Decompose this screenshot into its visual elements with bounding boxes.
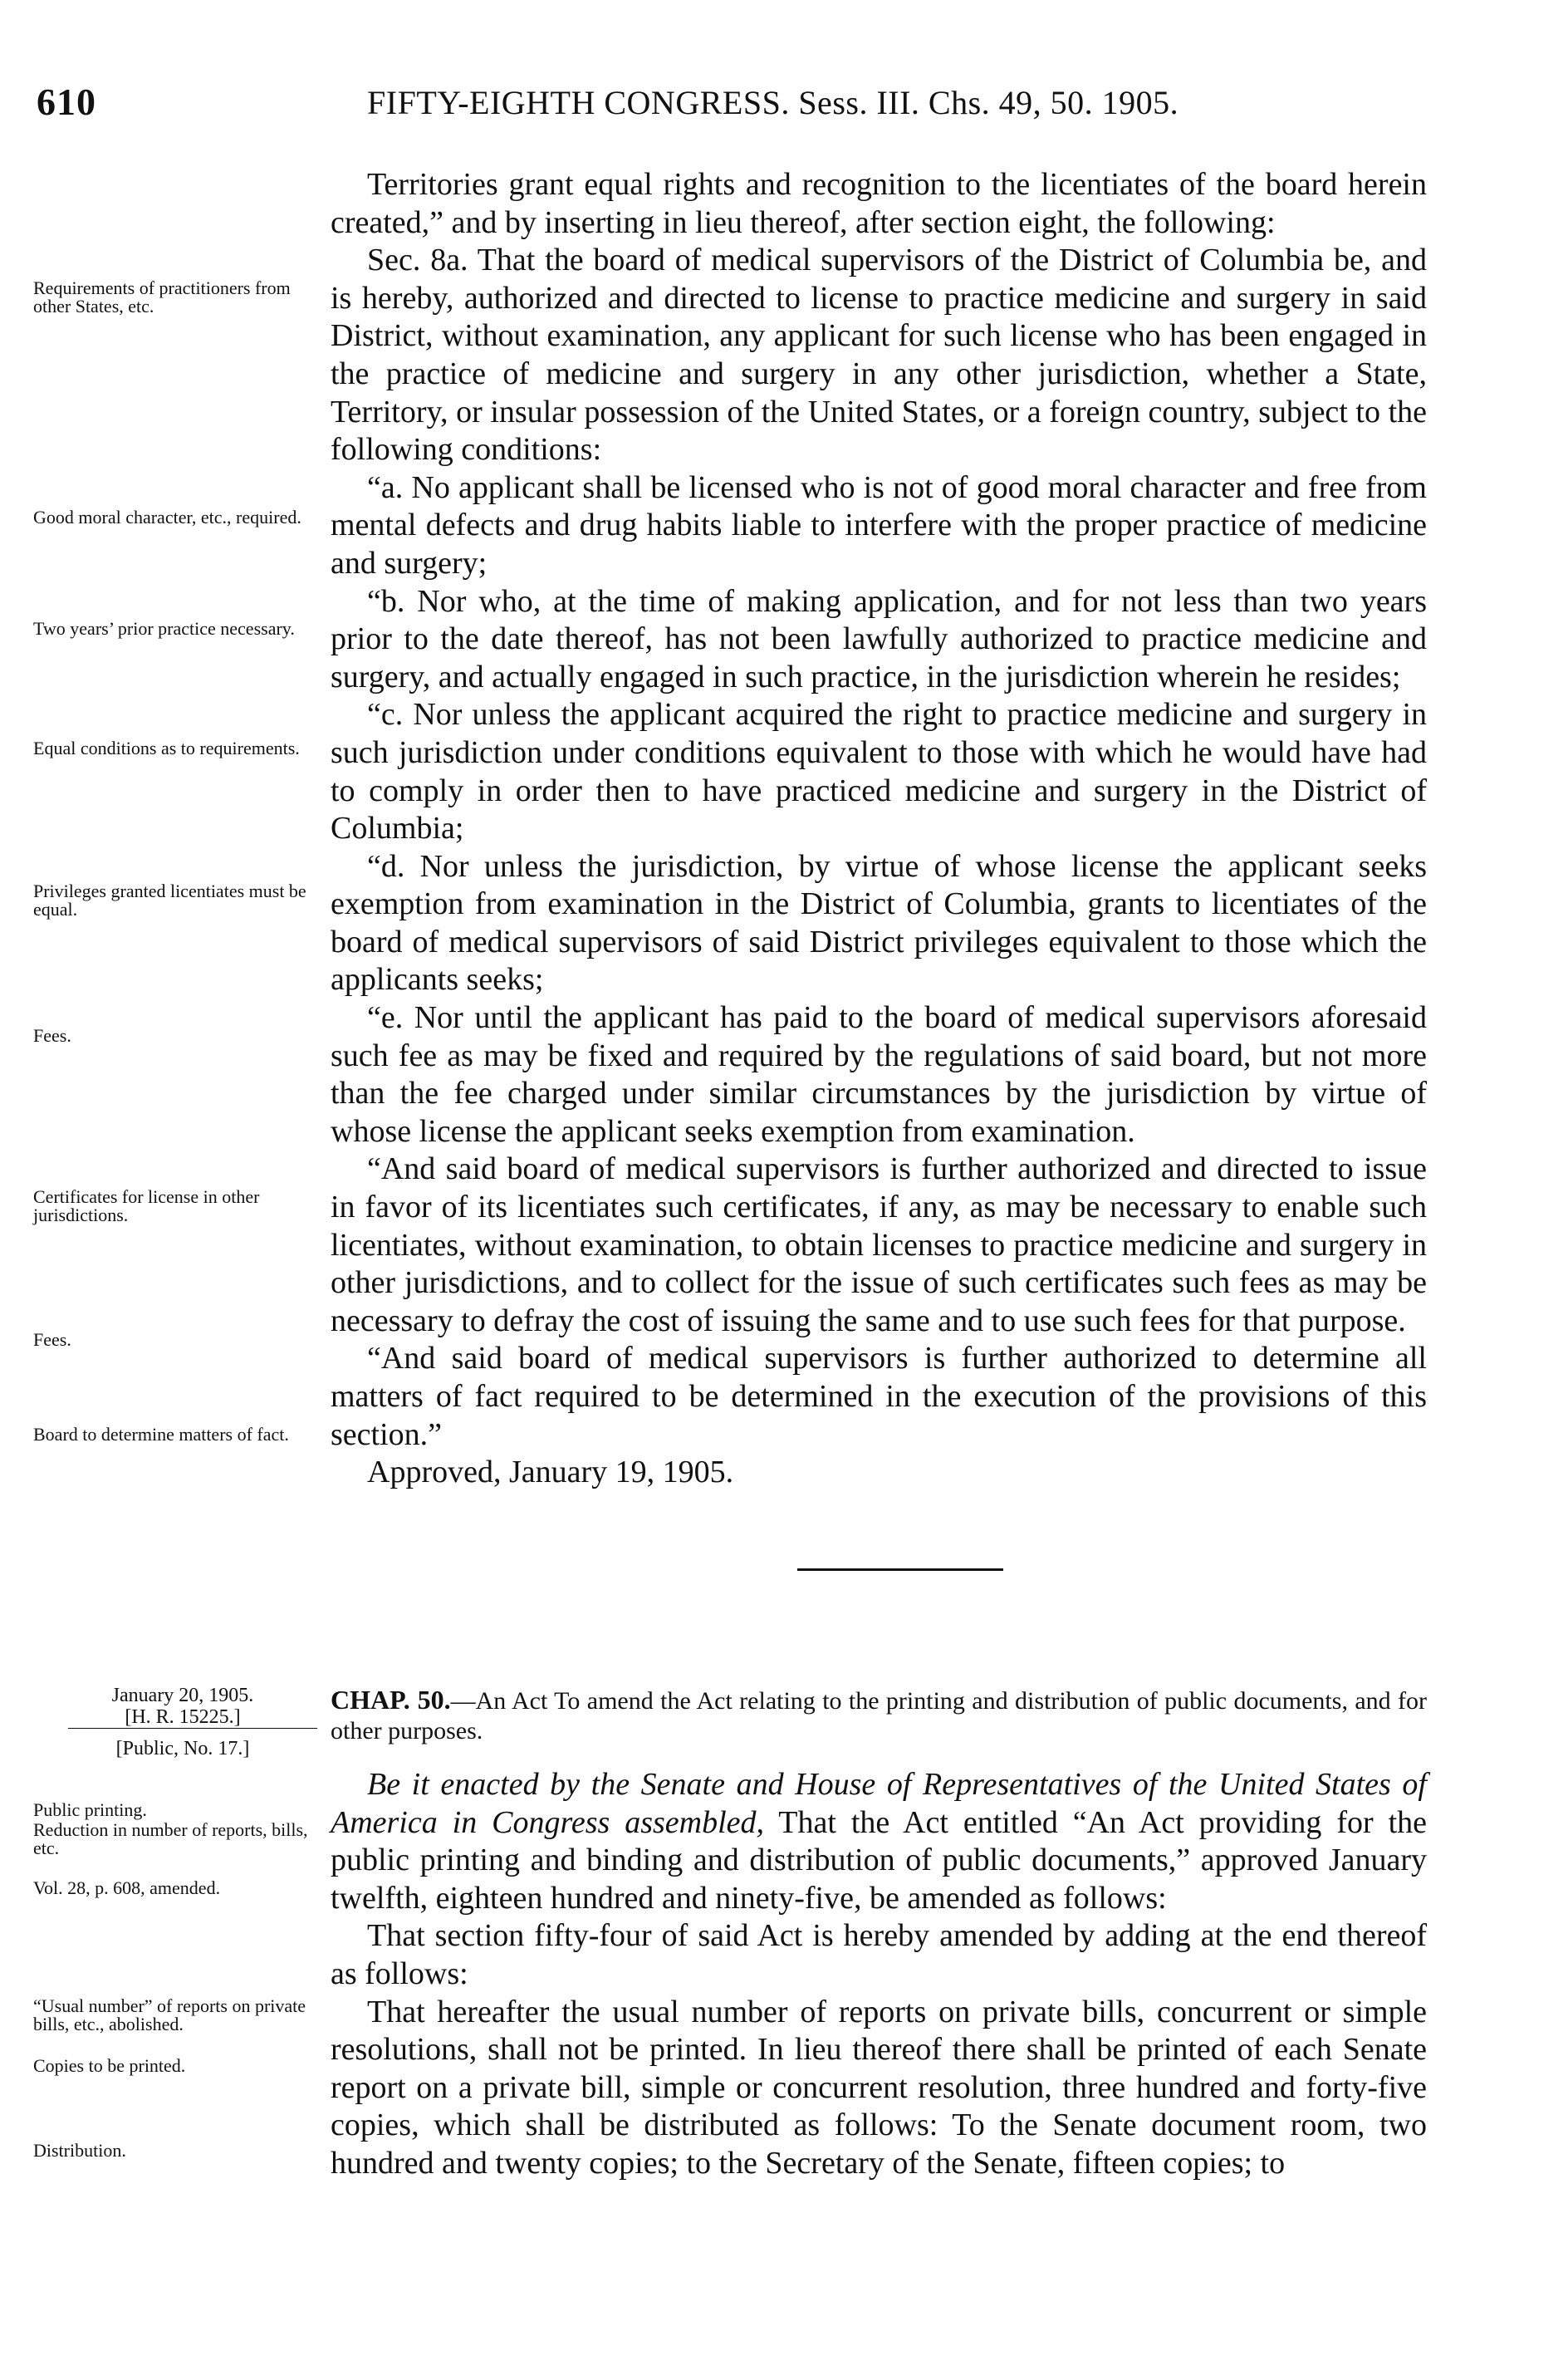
facts-paragraph: “And said board of medical supervisors is further authorized to determine all matters of fact required to be determined in the execution of the provisions of this section.” [331,1341,1427,1452]
margin-note: Copies to be printed. [33,2055,186,2076]
margin-note: Equal conditions as to requirements. [33,738,300,758]
margin-note: Public printing. [33,1799,147,1820]
chapter-50-heading [331,1685,1427,1746]
margin-note: “Usual number” of reports on private bills, etc., abolished. [33,1995,306,2034]
side-rule [68,1728,317,1729]
margin-note: Board to determine matters of fact. [33,1424,289,1445]
margin-note: Requirements of practitioners from other States, etc. [33,277,291,317]
margin-note: Vol. 28, p. 608, amended. [33,1877,221,1898]
enacting-text: That the Act entitled “An Act providing for the public printing and binding and distribution of public documents,” approved January twelfth, eighteen hundred and ninety-five, be amended as follows: [331,1804,1428,1916]
chapter-49-text [331,166,1427,1492]
margin-note: Fees. [33,1025,71,1046]
chapter-50-text [331,1766,1427,2183]
paragraph: That section fifty-four of said Act is hereby amended by adding at the end thereof as follows: [331,1918,1427,1991]
margin-note: Distribution. [33,2140,126,2161]
condition-b: “b. Nor who, at the time of making application, and for not less than two years prior to the date thereof, has not been lawfully authorized to practice medicine and surgery, and actually engaged in such practice, in the jurisdiction wherein he resides; [331,583,1427,694]
paragraph: Territories grant equal rights and recognition to the licentiates of the board herein created,” and by inserting in lieu thereof, after section eight, the following: [331,167,1427,240]
certificates-paragraph: “And said board of medical supervisors is further authorized and directed to issue in favor of its licentiates such certificates, if any, as may be necessary to enable such licentiates, without examination, to obtain licenses to practice medicine and surgery in other jurisdictions, and to collect for the issue of such certificates such fees as may be necessary to defray the cost of issuing the same and to use such fees for that purpose. [331,1151,1427,1338]
running-head [0,80,1568,130]
bill-number: [H. R. 15225.] [125,1706,241,1728]
public-number: [Public, No. 17.] [115,1738,250,1759]
margin-note: Fees. [33,1329,71,1350]
margin-note: Two years’ prior practice necessary. [33,618,295,639]
condition-e: “e. Nor until the applicant has paid to the board of medical supervisors aforesaid such fee as may be fixed and required by the regulations of said board, but not more than the fee charged under similar circumstances by the jurisdiction by virtue of whose license the applicant seeks exemption from examination. [331,1000,1427,1149]
condition-a: “a. No applicant shall be licensed who is not of good moral character and free from mental defects and drug habits liable to interfere with the proper practice of medicine and surgery; [331,469,1427,581]
act-date: January 20, 1905. [111,1685,254,1706]
section-8a: Sec. 8a. That the board of medical supervisors of the District of Columbia be, and is hereby, authorized and directed to license to practice medicine and surgery in said District, without examination, any applicant for such license who has been engaged in the practice of medicine and surgery in any other jurisdiction, whether a State, Territory, or insular possession of the United States, or a foreign country, subject to the following conditions: [331,243,1427,468]
chapter-title: —An Act To amend the Act relating to the printing and distribution of public documents, and for other purposes. [331,1687,1427,1745]
running-head-text: FIFTY-EIGHTH CONGRESS. Sess. III. Chs. 49, 50. 1905. [367,84,1179,121]
chapter-label: CHAP. 50. [331,1685,451,1715]
condition-d: “d. Nor unless the jurisdiction, by virtue of whose license the applicant seeks exemption from examination in the District of Columbia, grants to licentiates of the board of medical supervisors of said District privileges equivalent to those which the applicants seeks; [331,848,1427,998]
paragraph: That hereafter the usual number of reports on private bills, concurrent or simple resolutions, shall not be printed. In lieu thereof there shall be printed of each Senate report on a private bill, simple or concurrent resolution, three hundred and forty-five copies, which shall be distributed as follows: To the Senate document room, two hundred and twenty copies; to the Secretary of the Senate, fifteen copies; to [331,1994,1427,2181]
page-number: 610 [37,81,96,123]
margin-note: Certificates for license in other jurisdictions. [33,1186,260,1225]
section-divider [797,1568,1003,1571]
margin-note: Good moral character, etc., required. [33,507,301,528]
condition-c: “c. Nor unless the applicant acquired the right to practice medicine and surgery in such jurisdiction under conditions equivalent to those with which he would have had to comply in order then to have practiced medicine and surgery in the District of Columbia; [331,697,1427,846]
enacting-formula: Be it enacted by the Senate and House of Representatives of the United States of America in Congress assembled, [331,1767,1427,1840]
margin-note: Reduction in number of reports, bills, etc. [33,1819,308,1858]
enacting-clause [331,1766,1427,1917]
margin-note: Privileges granted licentiates must be equal. [33,881,306,920]
approval-line: Approved, January 19, 1905. [367,1455,734,1490]
